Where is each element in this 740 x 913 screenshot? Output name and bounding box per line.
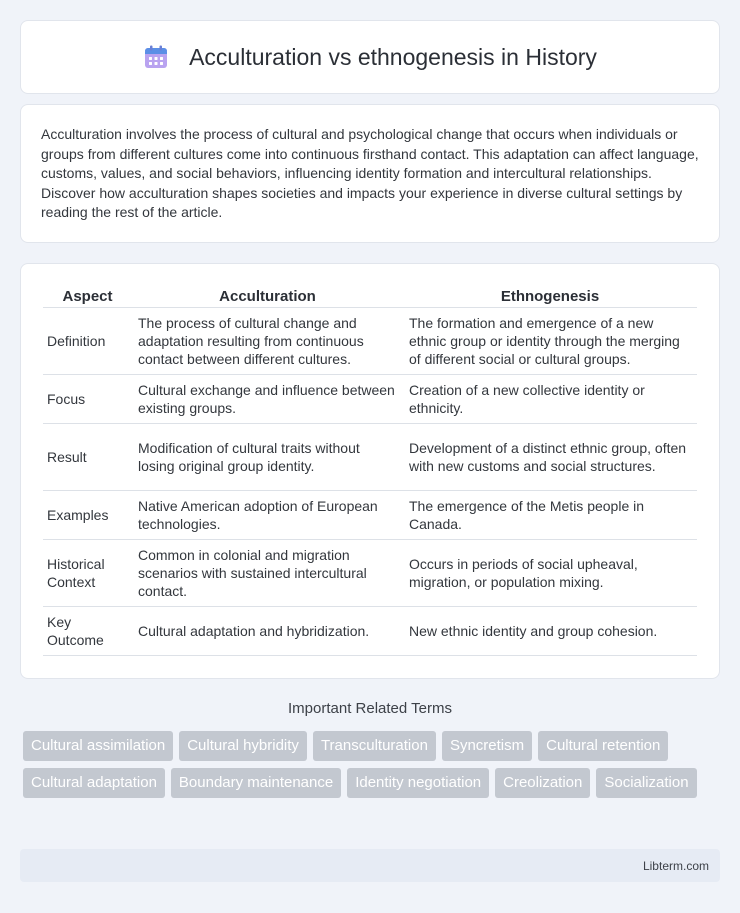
row-ethnogenesis: The emergence of the Metis people in Canada.	[403, 491, 697, 540]
related-term-tag[interactable]: Syncretism	[442, 731, 532, 761]
page-title: Acculturation vs ethnogenesis in History	[189, 43, 597, 70]
comparison-table	[43, 284, 697, 656]
intro-text: Acculturation involves the process of cultural and psychological change that occurs when individuals or groups from different cultures come into continuous firsthand contact. This adaptation can affect language, customs, values, and social behaviors, influencing identity formation and intercultural relationships. Discover how acculturation shapes societies and impacts your experience in diverse cultural settings by reading the rest of the article.	[41, 126, 699, 220]
row-acculturation: Cultural adaptation and hybridization.	[132, 607, 403, 656]
intro-card	[20, 104, 720, 243]
table-row	[43, 607, 697, 656]
related-term-tag[interactable]: Transculturation	[313, 731, 436, 761]
table-row	[43, 424, 697, 491]
row-aspect: Historical Context	[43, 540, 132, 607]
column-header-acculturation: Acculturation	[219, 288, 316, 305]
table-row	[43, 375, 697, 424]
row-aspect: Focus	[43, 375, 132, 424]
calendar-icon	[143, 44, 169, 70]
row-aspect: Definition	[43, 308, 132, 375]
row-acculturation: Native American adoption of European technologies.	[132, 491, 403, 540]
row-ethnogenesis: Development of a distinct ethnic group, often with new customs and social structures.	[403, 424, 697, 491]
column-header-ethnogenesis: Ethnogenesis	[500, 288, 600, 305]
row-ethnogenesis: New ethnic identity and group cohesion.	[403, 607, 697, 656]
row-aspect: Key Outcome	[43, 607, 132, 656]
row-acculturation: Cultural exchange and influence between existing groups.	[132, 375, 403, 424]
row-ethnogenesis: Creation of a new collective identity or ethnicity.	[403, 375, 697, 424]
table-row	[43, 491, 697, 540]
page-header	[20, 20, 720, 94]
table-header-row	[43, 284, 697, 308]
row-acculturation: Modification of cultural traits without losing original group identity.	[132, 424, 403, 491]
related-term-tag[interactable]: Socialization	[596, 768, 696, 798]
row-acculturation: The process of cultural change and adaptation resulting from continuous contact between different cultures.	[132, 308, 403, 375]
related-terms-list	[23, 731, 723, 798]
related-term-tag[interactable]: Boundary maintenance	[171, 768, 341, 798]
related-term-tag[interactable]: Identity negotiation	[347, 768, 489, 798]
related-term-tag[interactable]: Cultural assimilation	[23, 731, 173, 761]
footer-brand-link[interactable]: Libterm.com	[642, 858, 709, 873]
related-term-tag[interactable]: Cultural adaptation	[23, 768, 165, 798]
related-term-tag[interactable]: Creolization	[495, 768, 590, 798]
row-aspect: Examples	[43, 491, 132, 540]
related-terms-title: Important Related Terms	[288, 700, 452, 717]
row-ethnogenesis: Occurs in periods of social upheaval, migration, or population mixing.	[403, 540, 697, 607]
footer	[20, 849, 720, 882]
table-row	[43, 308, 697, 375]
related-term-tag[interactable]: Cultural hybridity	[179, 731, 307, 761]
table-row	[43, 540, 697, 607]
column-header-aspect: Aspect	[62, 288, 113, 305]
row-aspect: Result	[43, 424, 132, 491]
row-ethnogenesis: The formation and emergence of a new ethnic group or identity through the merging of different social or cultural groups.	[403, 308, 697, 375]
related-term-tag[interactable]: Cultural retention	[538, 731, 668, 761]
row-acculturation: Common in colonial and migration scenarios with sustained intercultural contact.	[132, 540, 403, 607]
comparison-table-card	[20, 263, 720, 679]
